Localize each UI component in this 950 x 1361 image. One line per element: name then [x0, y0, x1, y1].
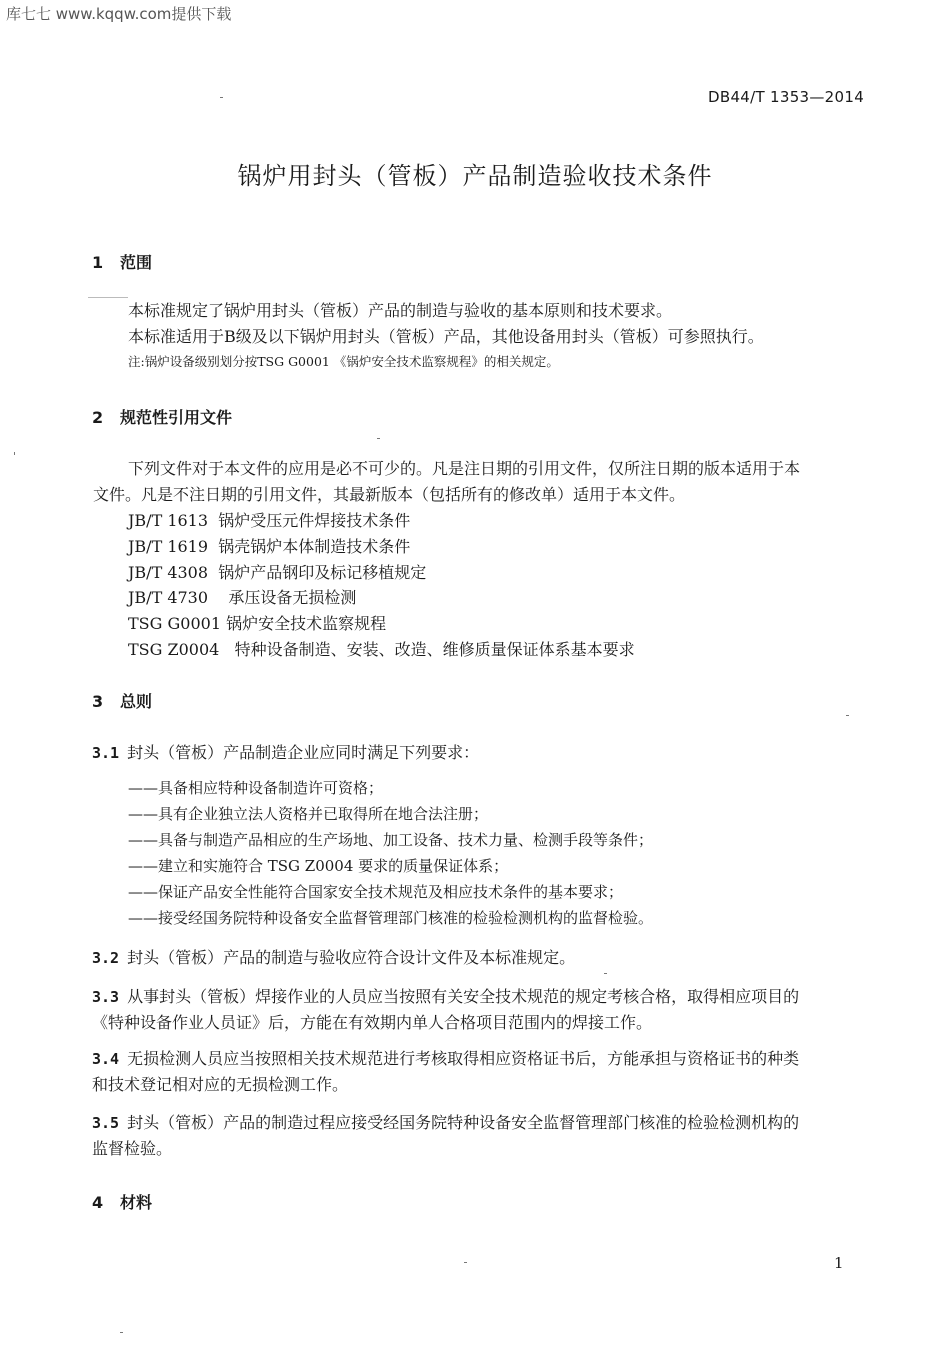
- scan-speck: [377, 438, 380, 439]
- clause-number: 3.4: [92, 1050, 120, 1068]
- section-2-heading: [92, 405, 232, 428]
- reference-item: [128, 508, 410, 531]
- reference-code: JB/T 4308: [128, 563, 209, 582]
- clause-text: 无损检测人员应当按照相关技术规范进行考核取得相应资格证书后，方能承担与资格证书的种类: [127, 1049, 800, 1068]
- reference-item: [128, 534, 410, 557]
- section-1-heading: [92, 250, 152, 273]
- scan-speck: [464, 1262, 467, 1263]
- reference-title: 承压设备无损检测: [228, 588, 357, 607]
- reference-item: [128, 585, 356, 608]
- reference-code: TSG Z0004: [128, 640, 220, 659]
- references-intro-line-1: 下列文件对于本文件的应用是必不可少的。凡是注日期的引用文件，仅所注日期的版本适用于本: [128, 459, 801, 478]
- section-title: 范围: [120, 253, 153, 272]
- section-number: 1: [92, 253, 104, 272]
- reference-title: 特种设备制造、安装、改造、维修质量保证体系基本要求: [234, 640, 635, 659]
- reference-title: 锅炉产品钢印及标记移植规定: [218, 563, 427, 582]
- clause-3-4-line-1: [92, 1046, 799, 1069]
- reference-code: JB/T 4730: [128, 588, 209, 607]
- scope-paragraph-2: 本标准适用于B级及以下锅炉用封头（管板）产品，其他设备用封头（管板）可参照执行。: [128, 327, 764, 346]
- scan-speck: [220, 97, 223, 98]
- watermark-text: 库七七 www.kqqw.com提供下载: [6, 5, 232, 23]
- clause-3-3-line-1: [92, 984, 799, 1007]
- section-4-heading: [92, 1190, 152, 1213]
- section-number: 2: [92, 408, 104, 427]
- section-title: 规范性引用文件: [120, 408, 233, 427]
- scan-speck: [120, 1332, 123, 1333]
- clause-3-3-line-2: 《特种设备作业人员证》后，方能在有效期内单人合格项目范围内的焊接工作。: [92, 1013, 653, 1032]
- clause-text: 从事封头（管板）焊接作业的人员应当按照有关安全技术规范的规定考核合格，取得相应项目的: [127, 987, 800, 1006]
- requirement-item: ——具有企业独立法人资格并已取得所在地合法注册；: [128, 805, 489, 823]
- page-number: 1: [834, 1254, 844, 1272]
- section-3-heading: [92, 689, 152, 712]
- document-title: 锅炉用封头（管板）产品制造验收技术条件: [237, 162, 713, 190]
- section-title: 总则: [120, 692, 153, 711]
- scan-speck: [14, 452, 15, 455]
- reference-item: [128, 560, 426, 583]
- clause-text: 封头（管板）产品制造企业应同时满足下列要求：: [127, 743, 480, 762]
- requirement-item: ——具备与制造产品相应的生产场地、加工设备、技术力量、检测手段等条件；: [128, 831, 654, 849]
- reference-title: 锅炉受压元件焊接技术条件: [218, 511, 411, 530]
- scan-speck: [604, 973, 607, 974]
- reference-title: 锅炉安全技术监察规程: [226, 614, 387, 633]
- section-number: 4: [92, 1193, 104, 1212]
- clause-number: 3.5: [92, 1114, 120, 1132]
- clause-number: 3.3: [92, 988, 120, 1006]
- standard-number: DB44/T 1353—2014: [708, 88, 865, 106]
- scan-speck: [846, 715, 849, 716]
- requirement-item: ——保证产品安全性能符合国家安全技术规范及相应技术条件的基本要求；: [128, 883, 624, 901]
- clause-number: 3.1: [92, 744, 120, 762]
- scan-speck: [88, 297, 128, 298]
- clause-3-2: [92, 945, 575, 968]
- scope-paragraph-1: 本标准规定了锅炉用封头（管板）产品的制造与验收的基本原则和技术要求。: [128, 301, 673, 320]
- reference-item: [128, 637, 635, 660]
- clause-3-1: [92, 740, 479, 763]
- requirement-item: ——具备相应特种设备制造许可资格；: [128, 779, 384, 797]
- reference-code: JB/T 1619: [128, 537, 209, 556]
- reference-code: TSG G0001: [128, 614, 221, 633]
- reference-title: 锅壳锅炉本体制造技术条件: [218, 537, 411, 556]
- section-title: 材料: [120, 1193, 153, 1212]
- clause-3-5-line-2: 监督检验。: [92, 1139, 173, 1158]
- reference-code: JB/T 1613: [128, 511, 209, 530]
- scope-note: 注:锅炉设备级别划分按TSG G0001 《锅炉安全技术监察规程》的相关规定。: [128, 354, 559, 369]
- clause-text: 封头（管板）产品的制造过程应接受经国务院特种设备安全监督管理部门核准的检验检测机构的: [127, 1113, 800, 1132]
- clause-3-5-line-1: [92, 1110, 799, 1133]
- clause-number: 3.2: [92, 949, 120, 967]
- reference-item: [128, 611, 386, 634]
- clause-3-4-line-2: 和技术登记相对应的无损检测工作。: [92, 1075, 349, 1094]
- clause-text: 封头（管板）产品的制造与验收应符合设计文件及本标准规定。: [127, 948, 576, 967]
- section-number: 3: [92, 692, 104, 711]
- references-intro-line-2: 文件。凡是不注日期的引用文件，其最新版本（包括所有的修改单）适用于本文件。: [93, 485, 686, 504]
- requirement-item: ——接受经国务院特种设备安全监督管理部门核准的检验检测机构的监督检验。: [128, 909, 654, 927]
- requirement-item: ——建立和实施符合 TSG Z0004 要求的质量保证体系；: [128, 857, 509, 875]
